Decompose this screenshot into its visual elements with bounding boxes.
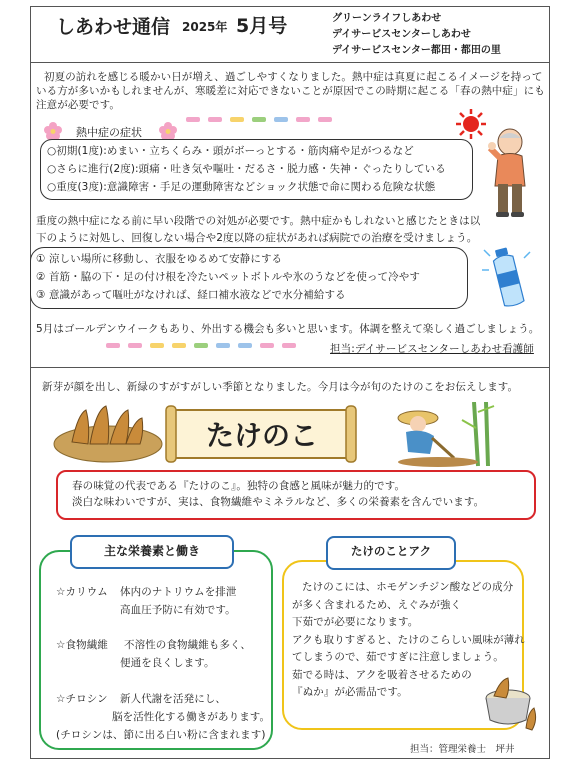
nutrient-desc: 高血圧予防に有効です。 (120, 604, 236, 616)
first-aid-step: ③ 意識があって嘔吐がなければ、経口補水液などで水分補給する (36, 289, 346, 301)
heat-response-line: 下のように対処し、回復しない場合や2度以降の症状があれば病院での治療を受けましょう。 (36, 232, 478, 244)
digging-person-illustration (378, 402, 498, 468)
symptom-item: ○さらに進行(2度):頭痛・吐き気や嘔吐・だるさ・脱力感・失神・ぐったりしている (47, 163, 446, 175)
bamboo-intro: 新芽が顔を出し、新緑のすがすがしい季節となりました。今月は今が旬のたけのこをお伝えします。 (42, 381, 519, 393)
nutrient-name: ☆カリウム (56, 586, 108, 598)
aku-line: アクも取りすぎると、たけのこらしい風味が薄れ (292, 633, 525, 646)
org-name: グリーンライフしあわせ (332, 13, 442, 24)
bamboo-title: たけのこ (205, 419, 318, 452)
heat-intro-line: 注意が必要です。 (36, 99, 120, 111)
aku-line: てしまうので、茹ですぎに注意しましょう。 (292, 651, 504, 663)
nutrient-desc: 脳を活性化する働きがあります。 (112, 711, 271, 723)
summary-line: 淡白な味わいですが、実は、食物繊維やミネラルなど、多くの栄養素を含んでいます。 (72, 496, 485, 508)
aku-line: たけのこには、ホモゲンチジン酸などの成分 (302, 581, 514, 593)
org-name: デイサービスセンター都田・都田の里 (332, 45, 501, 56)
newsletter-month: 5月号 (236, 15, 288, 37)
aku-line: 『ぬか』が必需品です。 (292, 686, 408, 698)
heat-intro-line: いる方が多いかもしれませんが、寒暖差に対応できないことが原因でこの時期に起こる「春の熱中症」にも (36, 85, 545, 97)
newsletter-title: しあわせ通信 (56, 16, 171, 38)
flower-icon (44, 122, 62, 140)
aku-line: 下茹でが必要になります。 (292, 616, 419, 628)
heat-intro-line: 初夏の訪れを感じる暖かい日が増え、過ごしやすくなりました。熱中症は真夏に起こるイメージを持って (44, 71, 543, 83)
bunting-decoration (186, 115, 336, 125)
symptom-item: ○重度(3度):意識障害・手足の運動障害などショック状態で命に関わる危険な状態 (47, 181, 436, 193)
nutrient-desc: 便通を良くします。 (120, 657, 215, 669)
symptom-item: ○初期(1度):めまい・立ちくらみ・頭がボーっとする・筋肉痛や足がつるなど (47, 145, 414, 157)
nutrient-desc: 不溶性の食物繊維も多く、 (124, 639, 251, 651)
bamboo-author: 担当：管理栄養士 坪井 (410, 744, 515, 755)
nutrient-name: ☆食物繊維 (56, 639, 108, 651)
heat-response-line: 重度の熱中症になる前に早い段階での対処が必要です。熱中症かもしれないと感じたときは以 (36, 215, 481, 227)
newsletter-year: 2025年 (182, 20, 228, 34)
heat-author: 担当:デイサービスセンターしあわせ看護師 (330, 343, 534, 355)
flower-icon (159, 122, 177, 140)
nutrient-note: (チロシンは、節に出る白い粉に含まれます) (56, 729, 266, 741)
nutrients-title: 主な栄養素と働き (103, 544, 200, 558)
first-aid-step: ② 首筋・脇の下・足の付け根を冷たいペットボトルや氷のうなどを使って冷やす (36, 271, 420, 283)
summary-line: 春の味覚の代表である『たけのこ』。独特の食感と風味が魅力的です。 (72, 480, 406, 492)
water-bottle-illustration (478, 244, 538, 310)
heat-closing: 5月はゴールデンウイークもあり、外出する機会も多いと思います。体調を整えて楽しく過ごしましょう。 (36, 323, 540, 335)
nutrient-desc: 体内のナトリウムを排泄 (120, 586, 237, 598)
boiling-pot-illustration (482, 676, 540, 732)
aku-title: たけのことアク (350, 544, 432, 558)
aku-line: が多く含まれるため、えぐみが強く (292, 598, 462, 611)
org-name: デイサービスセンターしあわせ (332, 29, 471, 40)
nutrient-desc: 新人代謝を活発にし、 (120, 693, 226, 705)
bunting-decoration (106, 341, 302, 351)
elderly-man-illustration (480, 126, 540, 218)
bamboo-shoot-basket-illustration (52, 404, 164, 464)
symptoms-title: 熱中症の症状 (76, 126, 142, 139)
first-aid-step: ① 涼しい場所に移動し、衣服をゆるめて安静にする (36, 253, 283, 265)
nutrient-name: ☆チロシン (56, 693, 108, 705)
aku-line: 茹でる時は、アクを吸着させるための (292, 668, 472, 681)
